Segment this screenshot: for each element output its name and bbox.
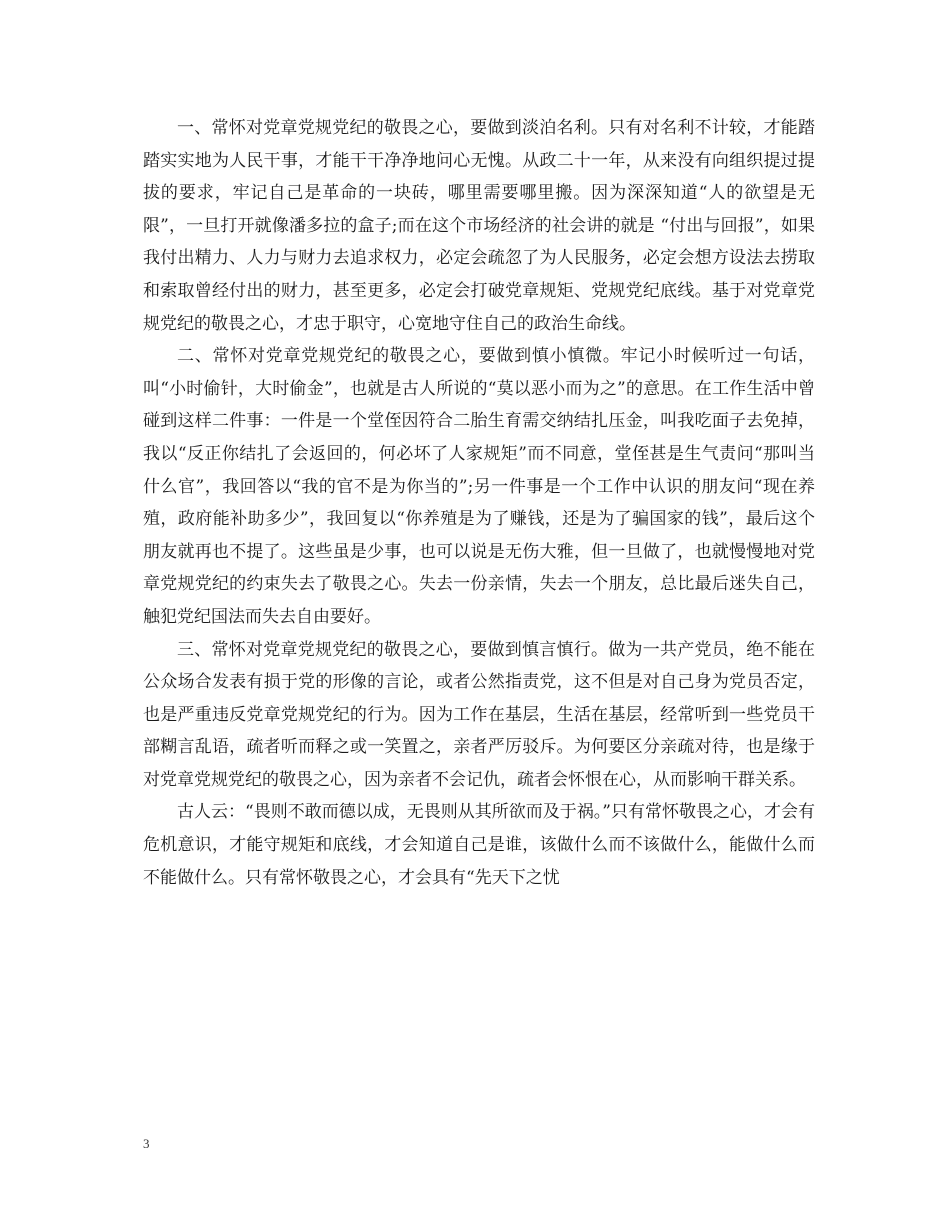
paragraph-2: 二、常怀对党章党规党纪的敬畏之心，要做到慎小慎微。牢记小时候听过一句话，叫“小时偷针，大时偷金”，也就是古人所说的“莫以恶小而为之”的意思。在工作生活中曾碰到这样二件事：一件是一个堂侄因符合二胎生育需交纳结扎压金，叫我吃面子去免掉，我以“反正你结扎了会返回的，何必坏了人家规矩”而不同意，堂侄甚是生气责问“那叫当什么官”，我回答以“我的官不是为你当的”;另一件事是一个工作中认识的朋友问“现在养殖，政府能补助多少”，我回复以“你养殖是为了赚钱，还是为了骗国家的钱”，最后这个朋友就再也不提了。这些虽是少事，也可以说是无伤大雅，但一旦做了，也就慢慢地对党章党规党纪的约束失去了敬畏之心。失去一份亲情，失去一个朋友，总比最后迷失自己，触犯党纪国法而失去自由要好。 bbox=[143, 346, 815, 627]
paragraph-1: 一、常怀对党章党规党纪的敬畏之心，要做到淡泊名利。只有对名利不计较，才能踏踏实实地为人民干事，才能干干净净地问心无愧。从政二十一年，从来没有向组织提过提拔的要求，牢记自己是革命的一块砖，哪里需要哪里搬。因为深深知道“人的欲望是无限”，一旦打开就像潘多拉的盒子;而在这个市场经济的社会讲的就是 “付出与回报”，如果我付出精力、人力与财力去追求权力，必定会疏忽了为人民服务，必定会想方设法去捞取和索取曾经付出的财力，甚至更多，必定会打破党章规矩、党规党纪底线。基于对党章党规党纪的敬畏之心，才忠于职守，心宽地守住自己的政治生命线。 bbox=[143, 118, 815, 334]
paragraph-4: 古人云：“畏则不敢而德以成，无畏则从其所欲而及于祸。”只有常怀敬畏之心，才会有危机意识，才能守规矩和底线，才会知道自己是谁，该做什么而不该做什么，能做什么而不能做什么。只有常怀敬畏之心，才会具有“先天下之忧 bbox=[143, 802, 815, 888]
paragraph-3: 三、常怀对党章党规党纪的敬畏之心，要做到慎言慎行。做为一共产党员，绝不能在公众场合发表有损于党的形像的言论，或者公然指责党，这不但是对自己身为党员否定，也是严重违反党章党规党纪的行为。因为工作在基层，生活在基层，经常听到一些党员干部糊言乱语，疏者听而释之或一笑置之，亲者严厉驳斥。为何要区分亲疏对待，也是缘于对党章党规党纪的敬畏之心，因为亲者不会记仇，疏者会怀恨在心，从而影响干群关系。 bbox=[143, 639, 815, 790]
document-body bbox=[143, 112, 815, 894]
page-number: 3 bbox=[143, 1136, 150, 1151]
